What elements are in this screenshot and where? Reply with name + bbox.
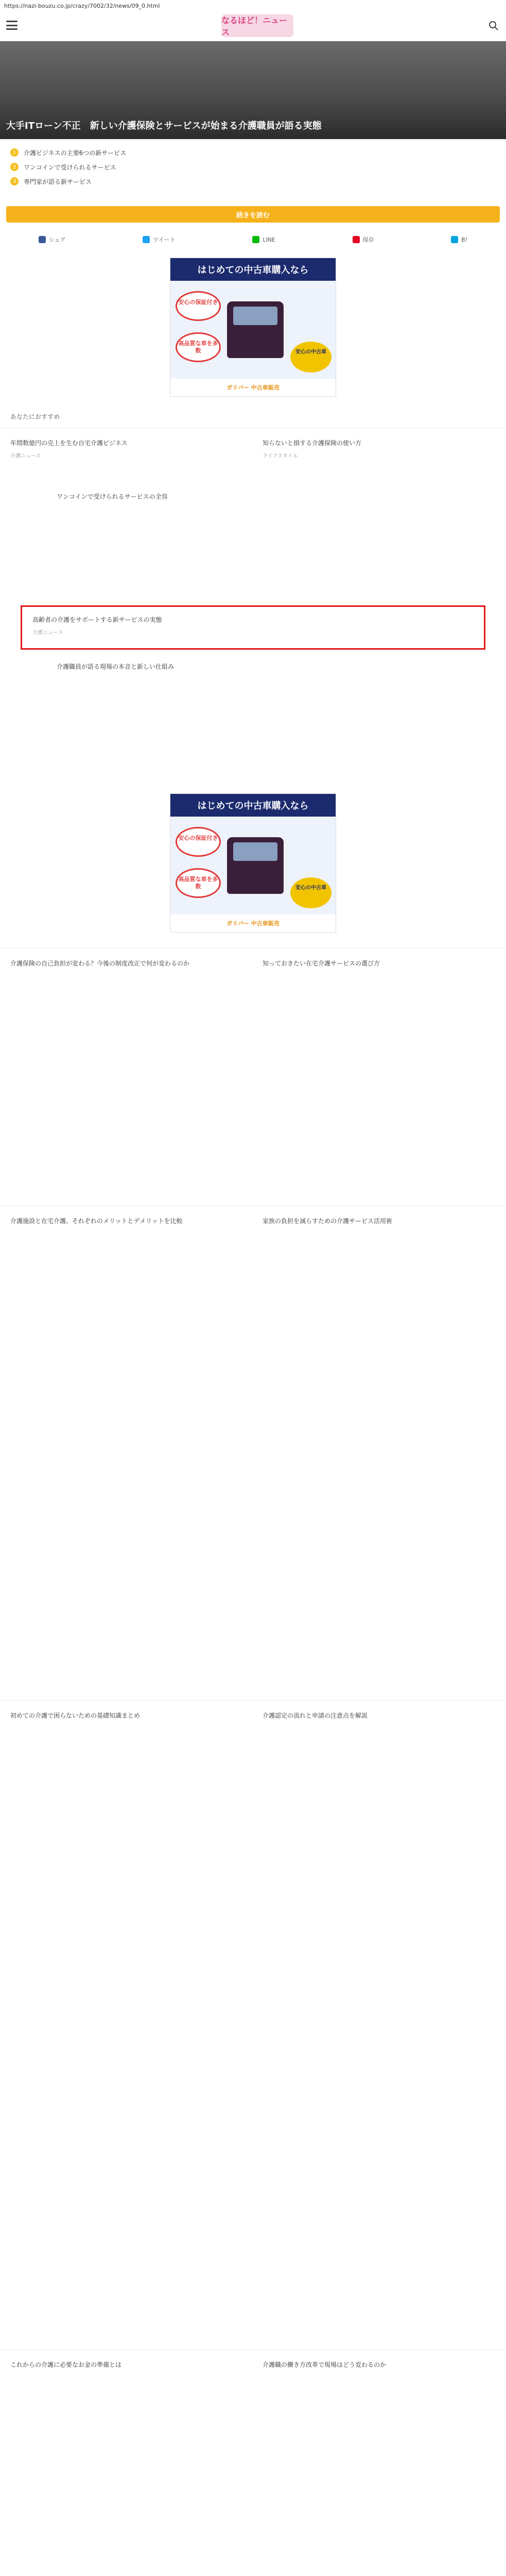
- share-twitter[interactable]: [143, 233, 175, 246]
- article-meta: 介護ニュース: [10, 453, 41, 459]
- ad-bubble: 安心の保証付き: [176, 827, 221, 857]
- facebook-icon: [39, 236, 46, 243]
- section-title: あなたにおすすめ: [10, 413, 60, 420]
- article-row: [0, 428, 506, 484]
- toc-item[interactable]: [10, 160, 496, 174]
- car-image: [227, 301, 284, 358]
- highlighted-article[interactable]: [21, 605, 485, 650]
- toc-label: 専門家が語る新サービス: [24, 178, 92, 185]
- article-card[interactable]: 知っておきたい在宅介護サービスの選び方: [263, 960, 380, 967]
- article-title: 高齢者の介護をサポートする新サービスの実態: [32, 616, 162, 623]
- twitter-icon: [143, 236, 150, 243]
- url-bar[interactable]: https://nazi-bouzu.co.jp/crazy/7002/32/news/09_0.html: [0, 0, 506, 11]
- article-title: 知らないと損する介護保険の使い方: [263, 439, 362, 447]
- article-card[interactable]: 介護認定の流れと申請の注意点を解説: [263, 1712, 368, 1719]
- article-card[interactable]: 家族の負担を減らすための介護サービス活用術: [263, 1217, 393, 1225]
- ad-footer: ガリバー 中古車販売: [226, 384, 280, 391]
- article-card[interactable]: 初めての介護で困らないための基礎知識まとめ: [10, 1712, 141, 1719]
- article-meta: 介護ニュース: [32, 630, 63, 636]
- article-row: [0, 948, 506, 1010]
- article-card[interactable]: 介護職の働き方改革で現場はどう変わるのか: [263, 2361, 387, 2368]
- site-header: [0, 11, 506, 41]
- ad-banner[interactable]: [170, 793, 336, 933]
- share-pinterest[interactable]: [353, 233, 374, 246]
- read-more-button[interactable]: 続きを読む: [6, 206, 500, 223]
- car-image: [227, 837, 284, 894]
- article-row: [0, 1206, 506, 1267]
- search-icon[interactable]: [488, 21, 499, 31]
- toc-number: 1: [10, 148, 19, 157]
- share-hatena[interactable]: [451, 233, 467, 246]
- hero-image: [0, 41, 506, 139]
- share-bar: [0, 233, 506, 246]
- article-card[interactable]: これからの介護に必要なお金の準備とは: [10, 2361, 122, 2368]
- article-title: 年間数億円の売上を生む自宅介護ビジネス: [10, 439, 128, 447]
- article-meta: ライフスタイル: [263, 453, 298, 459]
- article-title: 大手ITローン不正 新しい介護保険とサービスが始まる介護職員が語る実態: [6, 121, 322, 131]
- ad-body: [170, 281, 336, 379]
- ad-bubble: 高品質な車を多数: [176, 332, 221, 362]
- share-facebook[interactable]: [39, 233, 66, 246]
- article-link[interactable]: ワンコインで受けられるサービスの全容: [57, 493, 168, 500]
- ad-bubble: 安心の保証付き: [176, 291, 221, 321]
- share-label: B!: [461, 236, 468, 243]
- article-card[interactable]: [10, 438, 232, 461]
- ad-body: [170, 817, 336, 914]
- ad-footer: ガリバー 中古車販売: [226, 920, 280, 927]
- ad-banner[interactable]: [170, 258, 336, 397]
- ad-bubble: 高品質な車を多数: [176, 868, 221, 898]
- article-card[interactable]: 介護保険の自己負担が変わる？今後の制度改正で何が変わるのか: [10, 960, 190, 967]
- pinterest-icon: [353, 236, 360, 243]
- toc-item[interactable]: [10, 145, 496, 160]
- site-logo[interactable]: なるほど！ニュース: [221, 14, 293, 37]
- article-link[interactable]: 介護職員が語る現場の本音と新しい仕組み: [57, 663, 175, 670]
- toc-number: 2: [10, 163, 19, 171]
- toc-label: 介護ビジネスの主要6つの新サービス: [24, 149, 127, 157]
- toc-label: ワンコインで受けられるサービス: [24, 163, 116, 171]
- share-label: ツイート: [153, 236, 176, 243]
- toc-item[interactable]: [10, 174, 496, 189]
- line-icon: [252, 236, 259, 243]
- ad-headline: はじめての中古車購入なら: [170, 794, 336, 817]
- share-label: シェア: [48, 236, 66, 243]
- share-label: LINE: [263, 236, 275, 243]
- article-card: [32, 615, 475, 638]
- toc-number: 3: [10, 177, 19, 185]
- article-row: [0, 2349, 506, 2411]
- ad-badge: 安心の中古車: [290, 342, 331, 372]
- ad-badge: 安心の中古車: [290, 877, 331, 908]
- article-card[interactable]: [263, 438, 484, 461]
- menu-icon[interactable]: [6, 21, 18, 30]
- share-line[interactable]: [252, 233, 275, 246]
- article-row: [0, 1700, 506, 1762]
- share-label: 保存: [362, 236, 374, 243]
- table-of-contents: [0, 139, 506, 206]
- ad-headline: はじめての中古車購入なら: [170, 258, 336, 281]
- hatena-icon: [451, 236, 458, 243]
- article-card[interactable]: 介護施設と在宅介護、それぞれのメリットとデメリットを比較: [10, 1217, 183, 1225]
